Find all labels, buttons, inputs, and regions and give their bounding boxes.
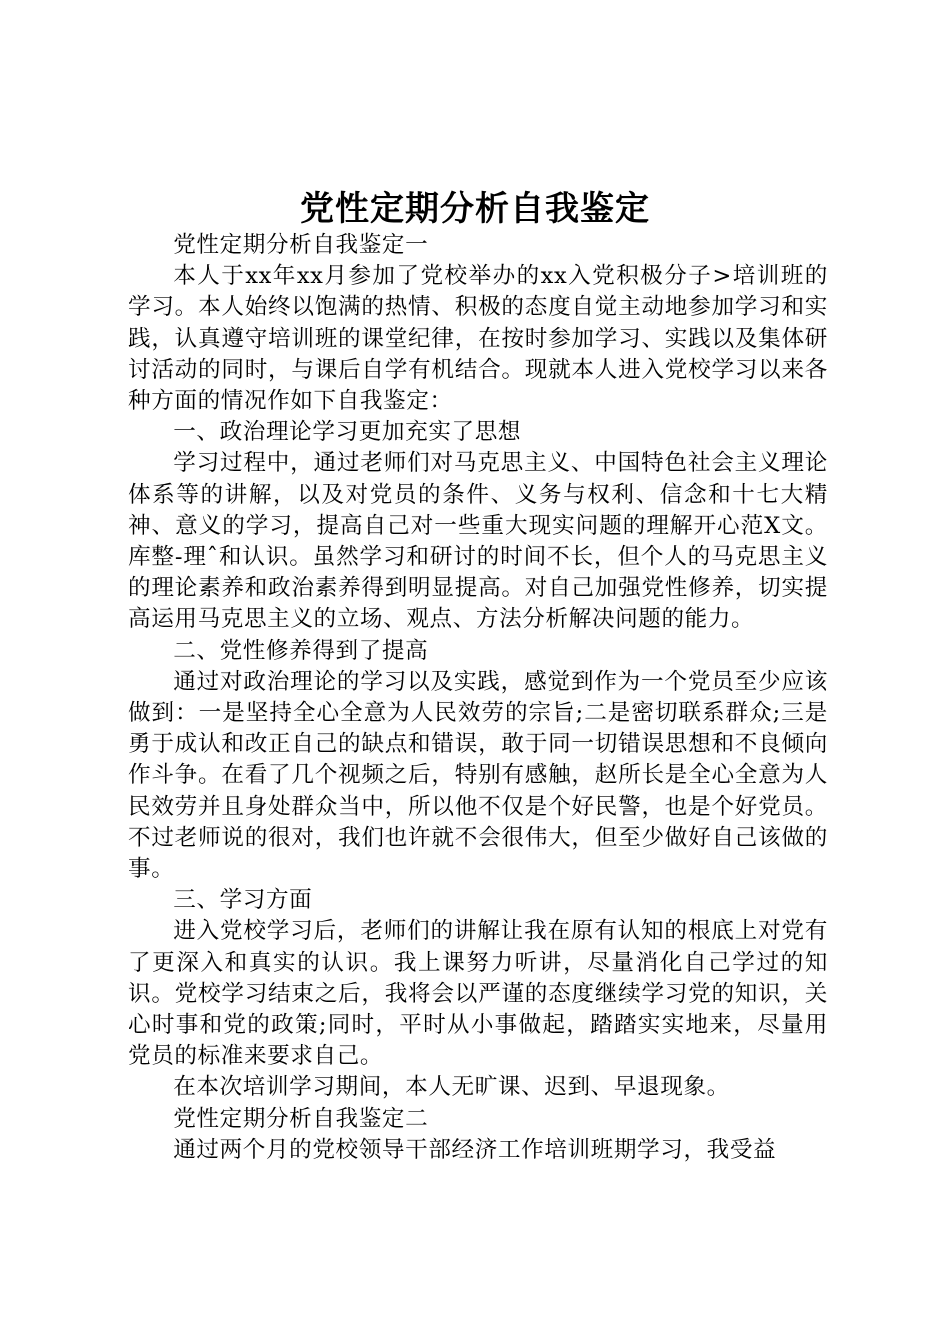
section-heading-1: 一、政治理论学习更加充实了思想 [173,419,522,446]
subheading-part-one: 党性定期分析自我鉴定一 [173,232,429,258]
section-heading-2: 二、党性修养得到了提高 [173,637,429,664]
paragraph-part-two-start: 通过两个月的党校领导干部经济工作培训班期学习，我受益 [173,1136,777,1163]
document-body [128,230,828,1166]
paragraph-section-2: 通过对政治理论的学习以及实践，感觉到作为一个党员至少应该做到：一是坚持全心全意为人民效劳的宗旨;二是密切联系群众;三是勇于成认和改正自己的缺点和错误，敢于同一切错误思想和不良倾向作斗争。在看了几个视频之后，特别有感触，赵所长是全心全意为人民效劳并且身处群众当中，所以他不仅是个好民警，也是个好党员。不过老师说的很对，我们也许就不会很伟大，但至少做好自己该做的事。 [128,668,828,883]
paragraph-section-1: 学习过程中，通过老师们对马克思主义、中国特色社会主义理论体系等的讲解，以及对党员的条件、义务与权利、信念和十七大精神、意义的学习，提高自己对一些重大现实问题的理解开心范X文。库整-理ˆ和认识。虽然学习和研讨的时间不长，但个人的马克思主义的理论素养和政治素养得到明显提高。对自己加强党性修养，切实提高运用马克思主义的立场、观点、方法分析解决问题的能力。 [128,450,828,633]
section-heading-3: 三、学习方面 [173,887,313,914]
paragraph-intro: 本人于xx年xx月参加了党校举办的xx入党积极分子>培训班的学习。本人始终以饱满的热情、积极的态度自觉主动地参加学习和实践，认真遵守培训班的课堂纪律，在按时参加学习、实践以及集体研讨活动的同时，与课后自学有机结合。现就本人进入党校学习以来各种方面的情况作如下自我鉴定： [128,263,828,415]
document-title: 党性定期分析自我鉴定 [300,189,650,229]
paragraph-attendance: 在本次培训学习期间，本人无旷课、迟到、早退现象。 [173,1074,730,1101]
subheading-part-two: 党性定期分析自我鉴定二 [173,1105,429,1132]
paragraph-section-3: 进入党校学习后，老师们的讲解让我在原有认知的根底上对党有了更深入和真实的认识。我上课努力听讲，尽量消化自己学过的知识。党校学习结束之后，我将会以严谨的态度继续学习党的知识，关心时事和党的政策;同时，平时从小事做起，踏踏实实地来，尽量用党员的标准来要求自己。 [128,918,828,1070]
